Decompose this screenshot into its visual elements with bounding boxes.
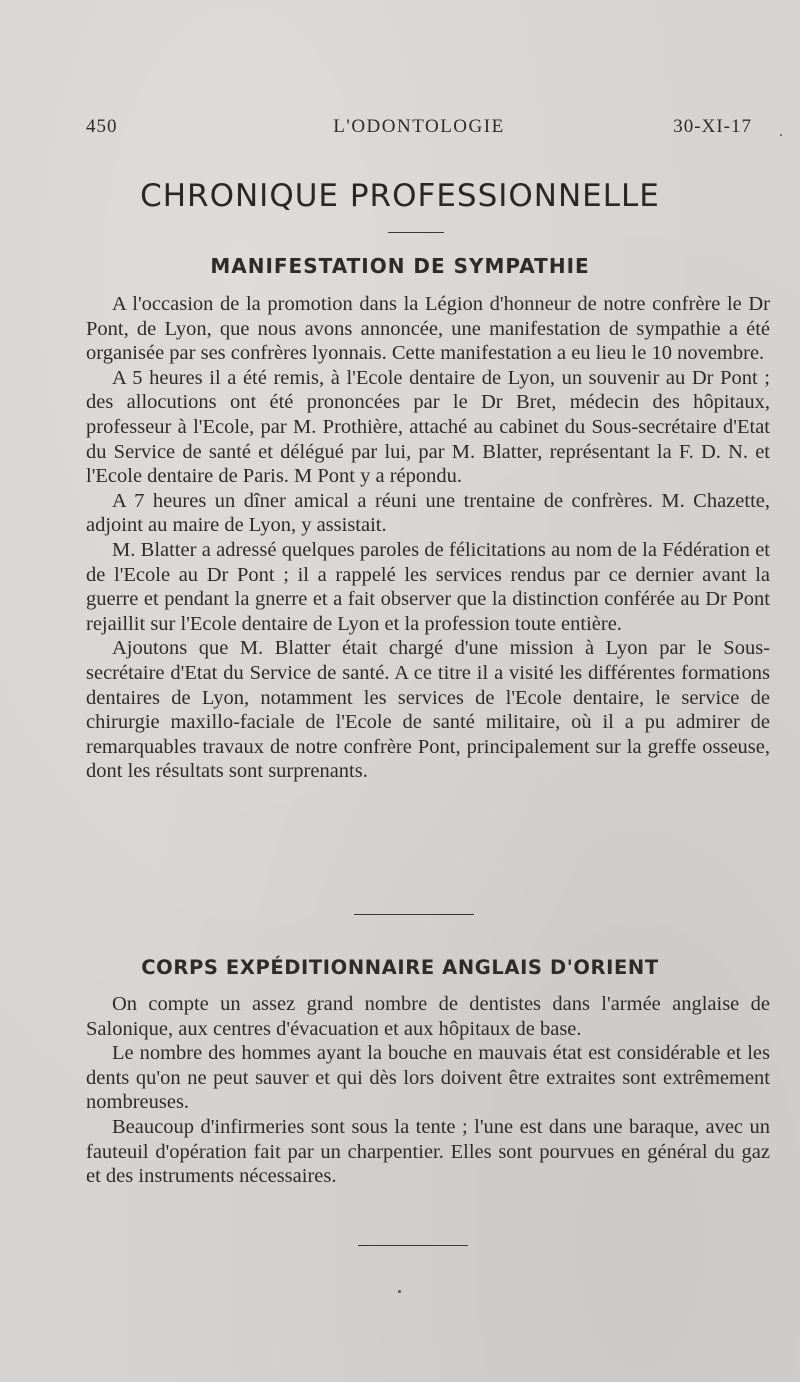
paragraph: A l'occasion de la promotion dans la Légion d'honneur de notre confrère le Dr Pont, de Lyon, que nous avons annoncée, une manifestation de sympathie a été organisée par ses confrères lyonnais. Cette manifestation a eu lieu le 10 novembre. — [86, 293, 770, 365]
article-heading-orient: CORPS EXPÉDITIONNAIRE ANGLAIS D'ORIENT — [141, 956, 659, 979]
running-header — [86, 116, 752, 146]
article-divider — [354, 914, 474, 915]
paragraph: A 5 heures il a été remis, à l'Ecole dentaire de Lyon, un souvenir au Dr Pont ; des allocutions ont été prononcées par le Dr Bret, médecin des hôpitaux, professeur à l'Ecole, par M. Prothière, attaché au cabinet du Sous-secrétaire d'Etat du Service de santé et délégué par lui, par M. Blatter, représentant la F. D. N. et l'Ecole dentaire de Paris. M Pont y a répondu. — [86, 366, 770, 488]
title-divider — [388, 232, 444, 233]
paper-speck — [780, 134, 782, 136]
section-title: CHRONIQUE PROFESSIONNELLE — [140, 178, 660, 214]
end-divider — [358, 1245, 468, 1246]
paragraph: M. Blatter a adressé quelques paroles de félicitations au nom de la Fédération et de l'Ecole au Dr Pont ; il a rappelé les services rendus par ce dernier avant la guerre et pendant la gnerre et a fait observer que la distinction conférée au Dr Pont rejaillit sur l'Ecole dentaire de Lyon et la profession toute entière. — [86, 538, 770, 635]
paragraph: On compte un assez grand nombre de dentistes dans l'armée anglaise de Salonique, aux centres d'évacuation et aux hôpitaux de base. — [86, 993, 770, 1040]
paragraph: Le nombre des hommes ayant la bouche en mauvais état est considérable et les dents qu'on ne peut sauver et qui dès lors doivent être extraites sont extrêmement nombreuses. — [86, 1042, 770, 1114]
issue-date: 30-XI-17 — [673, 116, 752, 137]
paragraph: Beaucoup d'infirmeries sont sous la tente ; l'une est dans une baraque, avec un fauteuil d'opération fait par un charpentier. Elles sont pourvues en général du gaz et des instruments nécessaires. — [86, 1115, 770, 1188]
paragraph: Ajoutons que M. Blatter était chargé d'une mission à Lyon par le Sous-secrétaire d'Etat du Service de santé. A ce titre il a visité les différentes formations dentaires de Lyon, notamment les services de l'Ecole dentaire, le service de chirurgie maxillo-faciale de l'Ecole de santé militaire, où il a pu admirer de remarquables travaux de notre confrère Pont, principalement sur la greffe osseuse, dont les résultats sont surprenants. — [86, 637, 770, 783]
article-heading-sympathie: MANIFESTATION DE SYMPATHIE — [210, 254, 590, 278]
paper-speck — [398, 1290, 401, 1293]
article-body-sympathie — [86, 292, 770, 784]
paragraph: A 7 heures un dîner amical a réuni une trentaine de confrères. M. Chazette, adjoint au maire de Lyon, y assistait. — [86, 489, 770, 537]
page-number: 450 — [86, 116, 118, 137]
journal-title: L'ODONTOLOGIE — [333, 116, 505, 137]
article-body-orient — [86, 992, 770, 1189]
